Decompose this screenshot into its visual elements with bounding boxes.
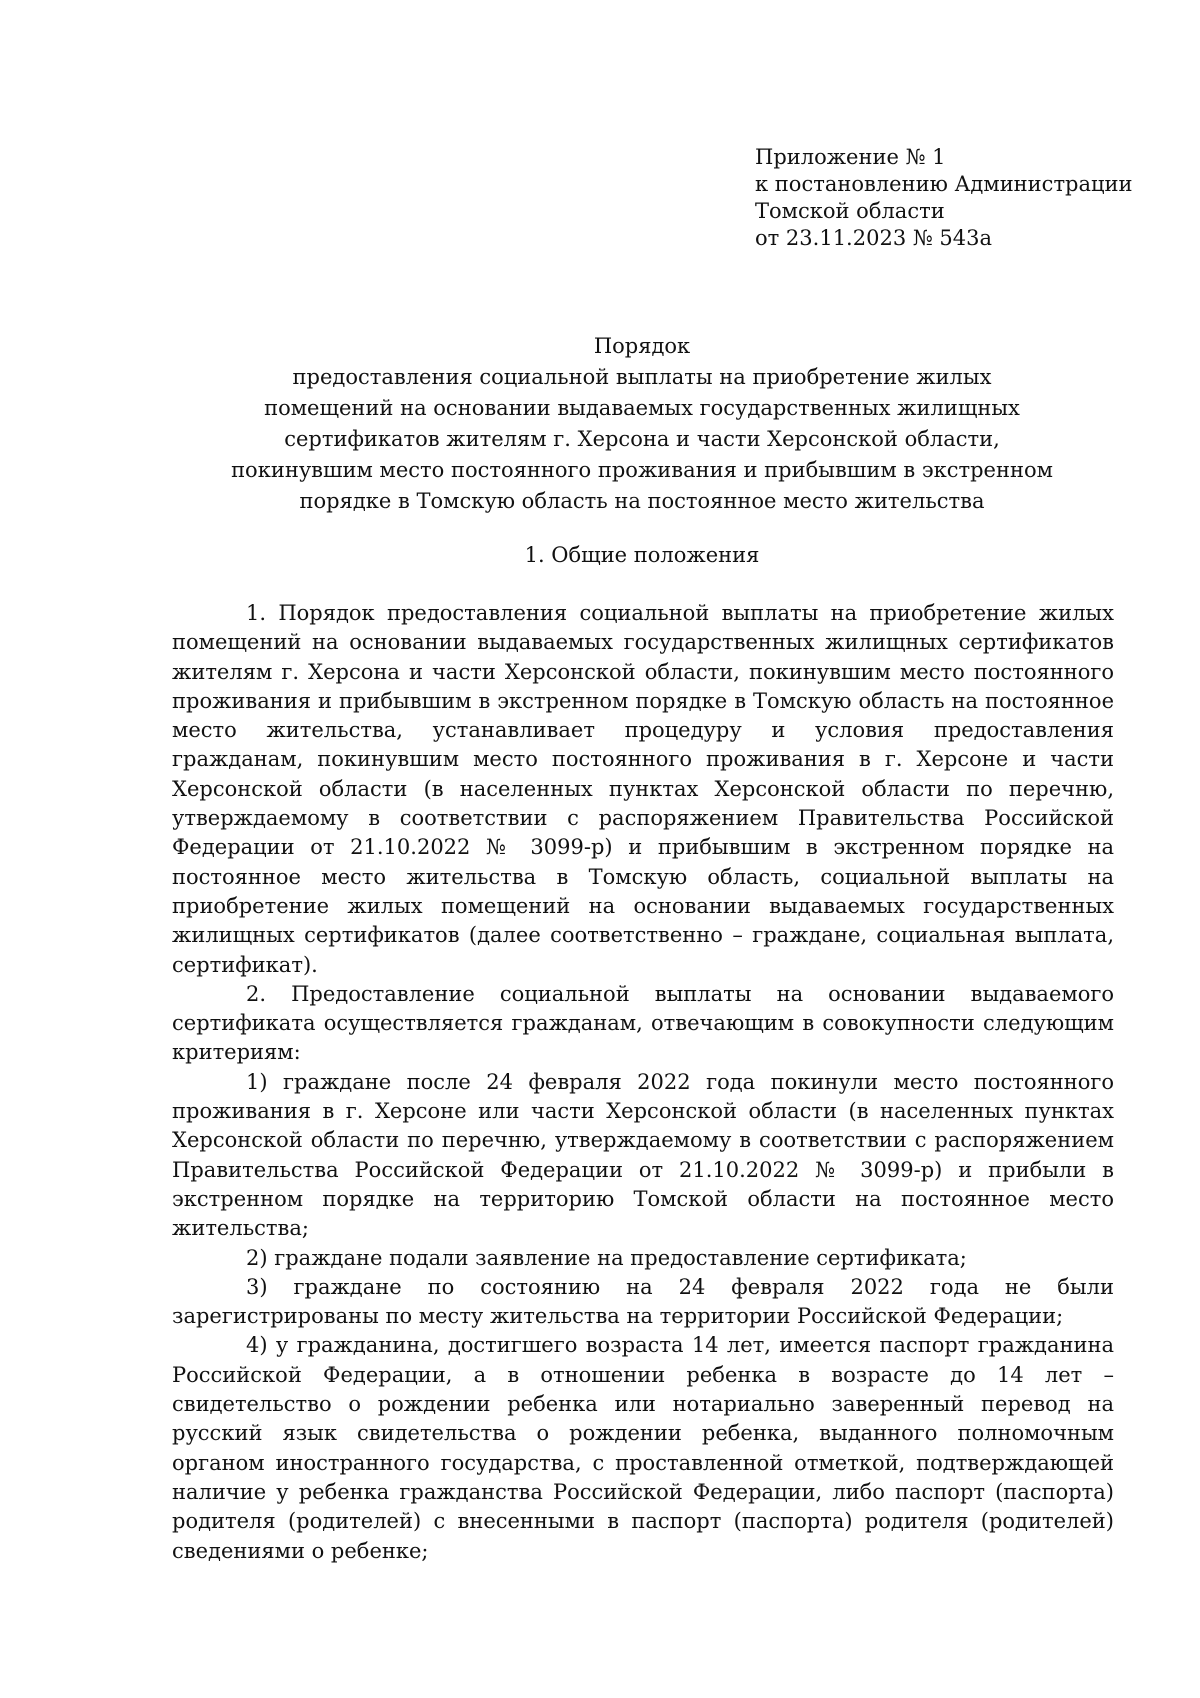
title-line: Порядок: [593, 334, 691, 358]
title-line: помещений на основании выдаваемых государственных жилищных: [264, 396, 1020, 420]
section-heading: 1. Общие положения: [524, 543, 760, 567]
criterion-2: 2) граждане подали заявление на предоставление сертификата;: [246, 1245, 967, 1270]
appendix-decree-ref: к постановлению Администрации: [755, 172, 1133, 196]
title-line: покинувшим место постоянного проживания и прибывшим в экстренном: [231, 458, 1053, 482]
title-line: порядке в Томскую область на постоянное место жительства: [299, 489, 985, 513]
paragraph-1: 1. Порядок предоставления социальной выплаты на приобретение жилых помещений на основании выдаваемых государственных жилищных сертификатов жителям г. Херсона и части Херсонской области, покинувшим место постоянного проживания и прибывшим в экстренном порядке в Томскую область на постоянное место жительства, устанавливает процедуру и условия предоставления гражданам, покинувшим место постоянного проживания в г. Херсоне и части Херсонской области (в населенных пунктах Херсонской области по перечню, утверждаемому в соответствии с распоряжением Правительства Российской Федерации от 21.10.2022 № 3099-р) и прибывшим в экстренном порядке на постоянное место жительства в Томскую область, социальной выплаты на приобретение жилых помещений на основании выдаваемых государственных жилищных сертификатов (далее соответственно – граждане, социальная выплата, сертификат).: [172, 601, 1114, 977]
criterion-1: 1) граждане после 24 февраля 2022 года покинули место постоянного проживания в г. Херсоне или части Херсонской области (в населенных пунктах Херсонской области по перечню, утверждаемому в соответствии с распоряжением Правительства Российской Федерации от 21.10.2022 № 3099-р) и прибыли в экстренном порядке на территорию Томской области на постоянное место жительства;: [172, 1069, 1114, 1241]
criterion-4: 4) у гражданина, достигшего возраста 14 лет, имеется паспорт гражданина Российской Федерации, а в отношении ребенка в возрасте до 14 лет – свидетельство о рождении ребенка или нотариально заверенный перевод на русский язык свидетельства о рождении ребенка, выданного полномочным органом иностранного государства, с проставленной отметкой, подтверждающей наличие у ребенка гражданства Российской Федерации, либо паспорт (паспорта) родителя (родителей) с внесенными в паспорт (паспорта) родителя (родителей) сведениями о ребенке;: [172, 1333, 1114, 1563]
appendix-region: Томской области: [755, 199, 945, 223]
criterion-3: 3) граждане по состоянию на 24 февраля 2022 года не были зарегистрированы по месту жительства на территории Российской Федерации;: [172, 1274, 1114, 1329]
document-body: [172, 599, 1114, 1566]
title-line: предоставления социальной выплаты на приобретение жилых: [292, 365, 992, 389]
appendix-date-number: от 23.11.2023 № 543а: [755, 226, 992, 250]
appendix-header: [755, 144, 1155, 252]
title-line: сертификатов жителям г. Херсона и части Херсонской области,: [284, 427, 1000, 451]
appendix-number: Приложение № 1: [755, 145, 946, 169]
document-title: [172, 331, 1112, 517]
paragraph-2: 2. Предоставление социальной выплаты на основании выдаваемого сертификата осуществляется гражданам, отвечающим в совокупности следующим критериям:: [172, 981, 1114, 1065]
